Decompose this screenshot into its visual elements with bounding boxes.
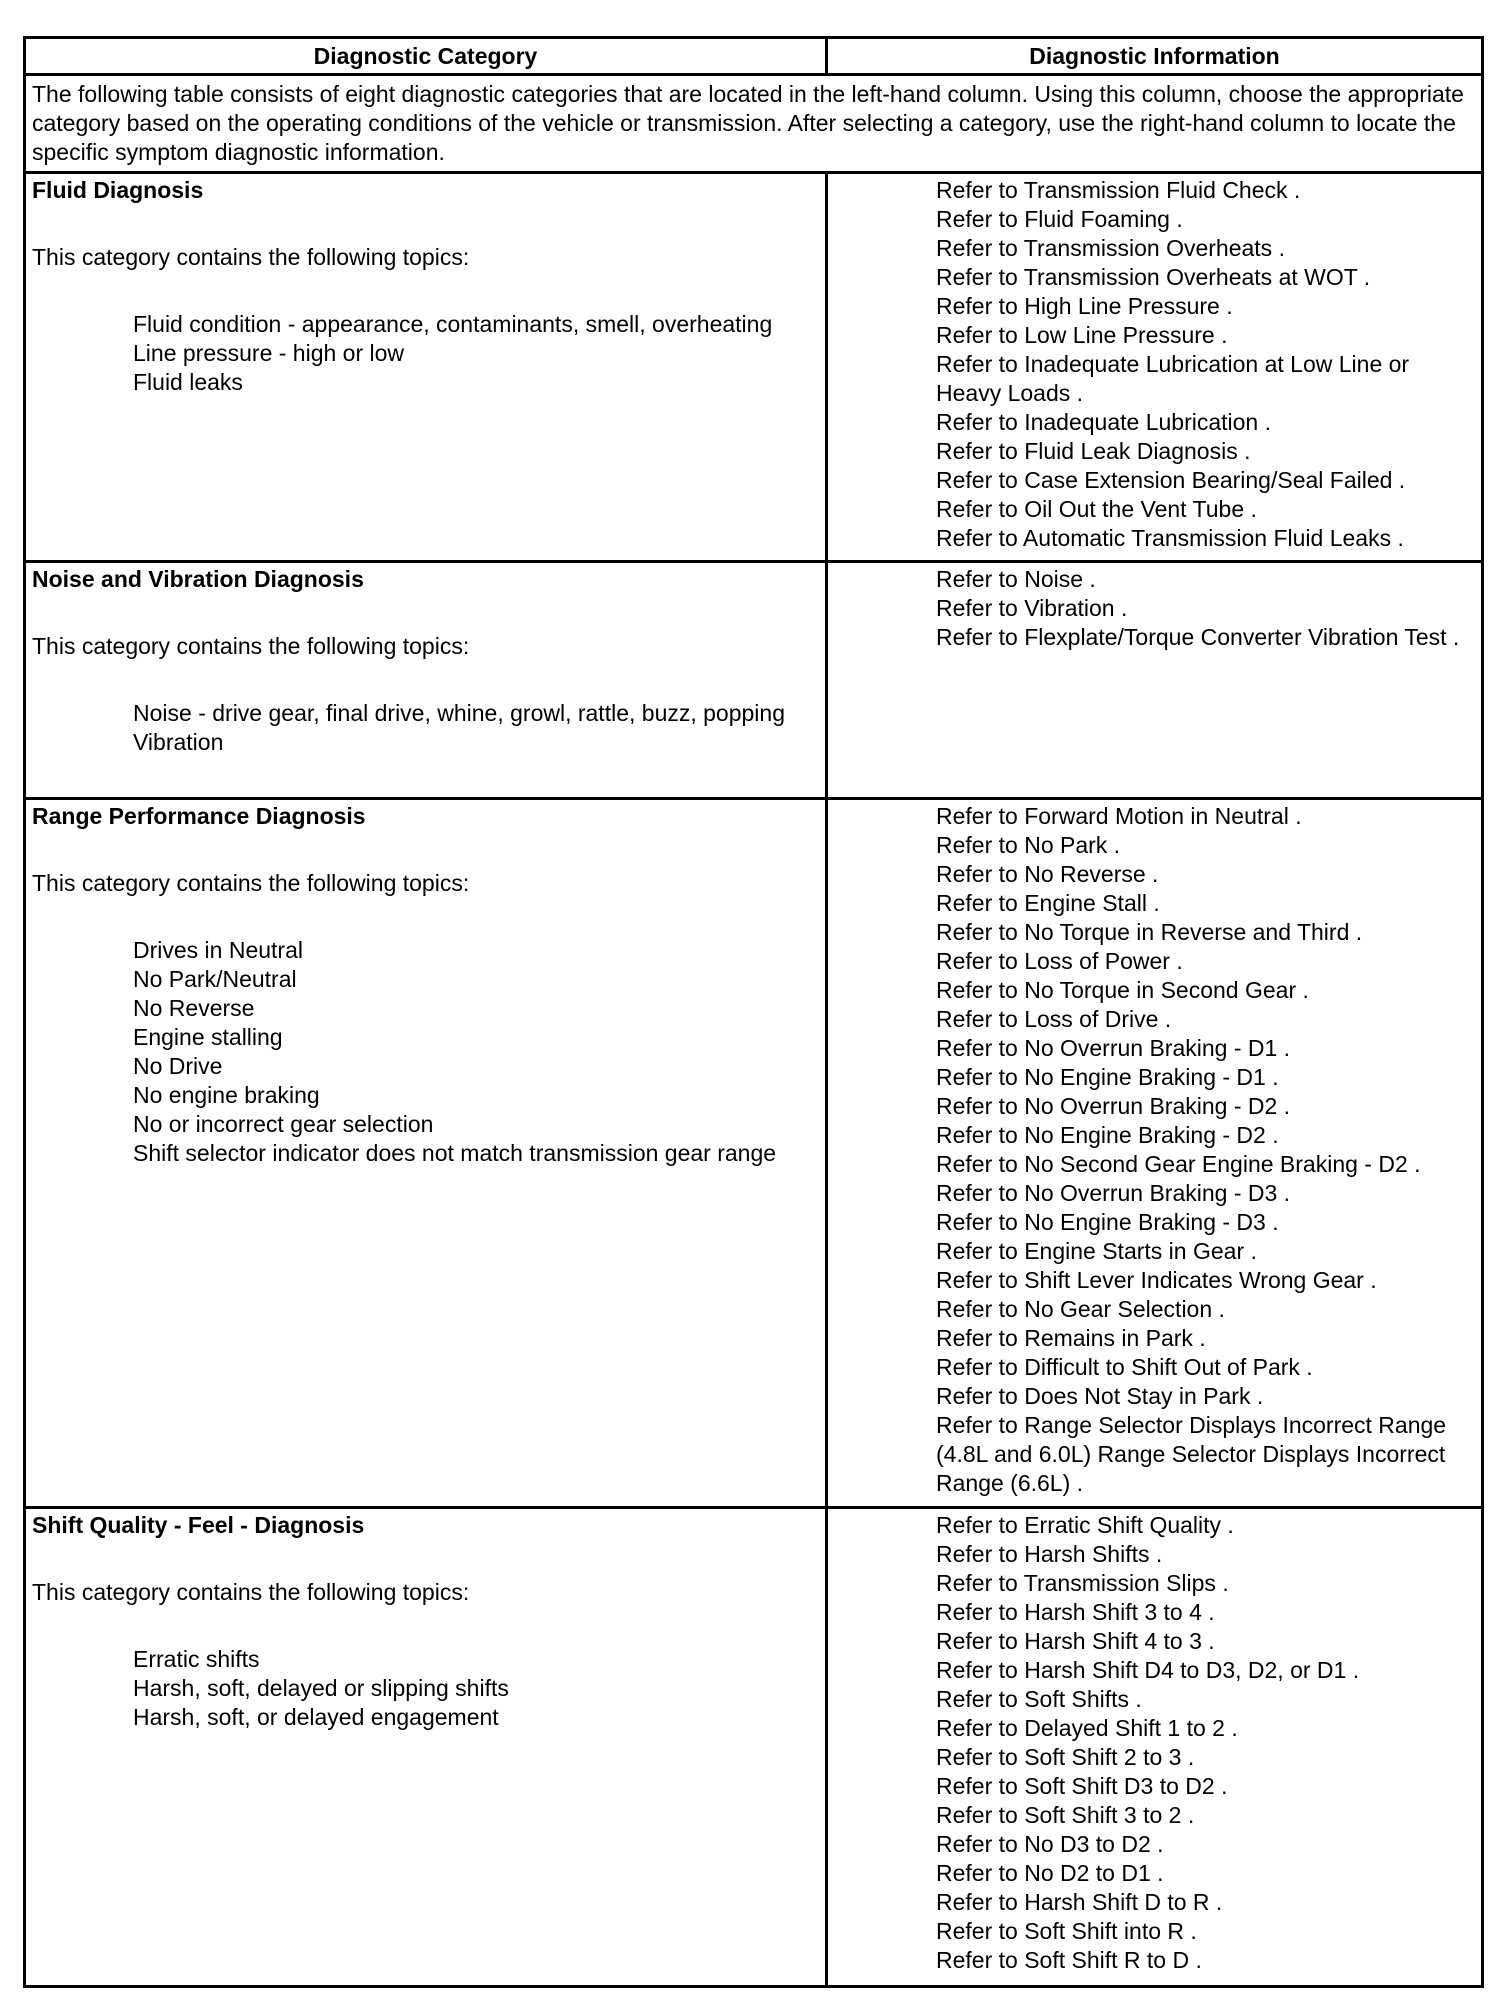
topic-item: Fluid condition - appearance, contaminants, smell, overheating xyxy=(133,311,773,337)
reference-link[interactable]: Refer to Transmission Overheats . xyxy=(936,235,1285,261)
reference-link[interactable]: Refer to No Reverse . xyxy=(936,861,1159,887)
reference-link[interactable]: Refer to Soft Shift 3 to 2 . xyxy=(936,1802,1195,1828)
header-category: Diagnostic Category xyxy=(25,38,827,75)
category-subtitle: This category contains the following topics: xyxy=(32,870,470,896)
reference-link[interactable]: Refer to Transmission Fluid Check . xyxy=(936,177,1301,203)
reference-list xyxy=(834,176,1475,553)
reference-link[interactable]: Refer to Vibration . xyxy=(936,595,1128,621)
info-cell xyxy=(827,1508,1483,1987)
reference-link[interactable]: Refer to No Gear Selection . xyxy=(936,1296,1225,1322)
reference-link[interactable]: Refer to No Second Gear Engine Braking - D2 . xyxy=(936,1151,1421,1177)
reference-link[interactable]: Refer to Shift Lever Indicates Wrong Gear . xyxy=(936,1267,1377,1293)
topic-item: Fluid leaks xyxy=(133,369,243,395)
reference-link[interactable]: Refer to No Engine Braking - D2 . xyxy=(936,1122,1279,1148)
reference-link[interactable]: Refer to Harsh Shift D to R . xyxy=(936,1889,1223,1915)
reference-link[interactable]: Refer to Engine Stall . xyxy=(936,890,1160,916)
reference-link[interactable]: Refer to Forward Motion in Neutral . xyxy=(936,803,1302,829)
table-row xyxy=(25,799,1483,1508)
category-subtitle: This category contains the following topics: xyxy=(32,633,470,659)
topic-list xyxy=(32,310,819,397)
reference-link[interactable]: Refer to Does Not Stay in Park . xyxy=(936,1383,1264,1409)
category-cell xyxy=(25,1508,827,1987)
reference-link[interactable]: Refer to Flexplate/Torque Converter Vibration Test . xyxy=(936,624,1460,650)
topic-item: Engine stalling xyxy=(133,1024,283,1050)
topic-item: Shift selector indicator does not match transmission gear range xyxy=(133,1140,777,1166)
table-row xyxy=(25,173,1483,562)
topic-item: Noise - drive gear, final drive, whine, growl, rattle, buzz, popping xyxy=(133,700,785,726)
reference-link[interactable]: Refer to Automatic Transmission Fluid Leaks . xyxy=(936,525,1404,551)
reference-link[interactable]: Refer to Fluid Leak Diagnosis . xyxy=(936,438,1251,464)
reference-link[interactable]: Refer to Soft Shift D3 to D2 . xyxy=(936,1773,1228,1799)
topic-list xyxy=(32,699,819,757)
info-cell xyxy=(827,799,1483,1508)
category-subtitle: This category contains the following topics: xyxy=(32,244,470,270)
reference-link[interactable]: Refer to Inadequate Lubrication at Low Line or Heavy Loads . xyxy=(936,351,1410,406)
reference-link[interactable]: Refer to Harsh Shift 3 to 4 . xyxy=(936,1599,1215,1625)
topic-item: Harsh, soft, delayed or slipping shifts xyxy=(133,1675,509,1701)
topic-list xyxy=(32,936,819,1168)
reference-link[interactable]: Refer to Case Extension Bearing/Seal Failed . xyxy=(936,467,1406,493)
category-cell xyxy=(25,799,827,1508)
category-title: Fluid Diagnosis xyxy=(32,177,204,203)
reference-link[interactable]: Refer to No Park . xyxy=(936,832,1121,858)
reference-list xyxy=(834,1511,1475,1975)
reference-list xyxy=(834,802,1475,1498)
reference-link[interactable]: Refer to Fluid Foaming . xyxy=(936,206,1183,232)
topic-item: Erratic shifts xyxy=(133,1646,260,1672)
category-cell xyxy=(25,173,827,562)
reference-link[interactable]: Refer to Loss of Drive . xyxy=(936,1006,1172,1032)
reference-link[interactable]: Refer to Delayed Shift 1 to 2 . xyxy=(936,1715,1238,1741)
reference-link[interactable]: Refer to Oil Out the Vent Tube . xyxy=(936,496,1257,522)
reference-link[interactable]: Refer to Inadequate Lubrication . xyxy=(936,409,1272,435)
reference-link[interactable]: Refer to Noise . xyxy=(936,566,1096,592)
topic-item: Drives in Neutral xyxy=(133,937,303,963)
reference-link[interactable]: Refer to Low Line Pressure . xyxy=(936,322,1228,348)
topic-item: Line pressure - high or low xyxy=(133,340,405,366)
topic-item: No engine braking xyxy=(133,1082,320,1108)
category-subtitle: This category contains the following topics: xyxy=(32,1579,470,1605)
table-row xyxy=(25,562,1483,799)
reference-link[interactable]: Refer to No Engine Braking - D3 . xyxy=(936,1209,1279,1235)
topic-item: No Park/Neutral xyxy=(133,966,297,992)
reference-link[interactable]: Refer to Range Selector Displays Incorrect Range (4.8L and 6.0L) Range Selector Displays Incorrect Range (6.6L) . xyxy=(936,1412,1447,1496)
reference-link[interactable]: Refer to No D2 to D1 . xyxy=(936,1860,1164,1886)
reference-link[interactable]: Refer to Soft Shift 2 to 3 . xyxy=(936,1744,1195,1770)
topic-item: Harsh, soft, or delayed engagement xyxy=(133,1704,499,1730)
reference-link[interactable]: Refer to Harsh Shifts . xyxy=(936,1541,1163,1567)
reference-link[interactable]: Refer to No Torque in Reverse and Third . xyxy=(936,919,1363,945)
reference-link[interactable]: Refer to No Overrun Braking - D1 . xyxy=(936,1035,1291,1061)
header-information: Diagnostic Information xyxy=(827,38,1483,75)
reference-link[interactable]: Refer to High Line Pressure . xyxy=(936,293,1233,319)
reference-link[interactable]: Refer to No Overrun Braking - D3 . xyxy=(936,1180,1291,1206)
info-cell xyxy=(827,173,1483,562)
header-row xyxy=(25,38,1483,75)
topic-item: No or incorrect gear selection xyxy=(133,1111,434,1137)
reference-link[interactable]: Refer to Soft Shift R to D . xyxy=(936,1947,1202,1973)
category-title: Range Performance Diagnosis xyxy=(32,803,366,829)
category-title: Noise and Vibration Diagnosis xyxy=(32,566,364,592)
category-title: Shift Quality - Feel - Diagnosis xyxy=(32,1512,365,1538)
diagnostic-table xyxy=(23,36,1484,1988)
reference-link[interactable]: Refer to No D3 to D2 . xyxy=(936,1831,1164,1857)
reference-link[interactable]: Refer to Remains in Park . xyxy=(936,1325,1206,1351)
reference-list xyxy=(834,565,1475,652)
intro-text: The following table consists of eight diagnostic categories that are located in the left-hand column. Using this column, choose the appropriate category based on the operating conditions of the vehicle or transmission. After selecting a category, use the right-hand column to locate the specific symptom diagnostic information. xyxy=(25,75,1483,173)
info-cell xyxy=(827,562,1483,799)
table-row xyxy=(25,1508,1483,1987)
topic-item: No Drive xyxy=(133,1053,223,1079)
topic-item: No Reverse xyxy=(133,995,255,1021)
reference-link[interactable]: Refer to Harsh Shift 4 to 3 . xyxy=(936,1628,1215,1654)
topic-item: Vibration xyxy=(133,729,224,755)
reference-link[interactable]: Refer to No Torque in Second Gear . xyxy=(936,977,1309,1003)
reference-link[interactable]: Refer to Soft Shifts . xyxy=(936,1686,1142,1712)
reference-link[interactable]: Refer to No Engine Braking - D1 . xyxy=(936,1064,1279,1090)
reference-link[interactable]: Refer to Soft Shift into R . xyxy=(936,1918,1197,1944)
reference-link[interactable]: Refer to Loss of Power . xyxy=(936,948,1183,974)
reference-link[interactable]: Refer to Engine Starts in Gear . xyxy=(936,1238,1257,1264)
reference-link[interactable]: Refer to Transmission Slips . xyxy=(936,1570,1229,1596)
intro-row xyxy=(25,75,1483,173)
reference-link[interactable]: Refer to No Overrun Braking - D2 . xyxy=(936,1093,1291,1119)
reference-link[interactable]: Refer to Harsh Shift D4 to D3, D2, or D1 . xyxy=(936,1657,1360,1683)
reference-link[interactable]: Refer to Erratic Shift Quality . xyxy=(936,1512,1234,1538)
reference-link[interactable]: Refer to Difficult to Shift Out of Park . xyxy=(936,1354,1313,1380)
category-cell xyxy=(25,562,827,799)
reference-link[interactable]: Refer to Transmission Overheats at WOT . xyxy=(936,264,1371,290)
topic-list xyxy=(32,1645,819,1732)
